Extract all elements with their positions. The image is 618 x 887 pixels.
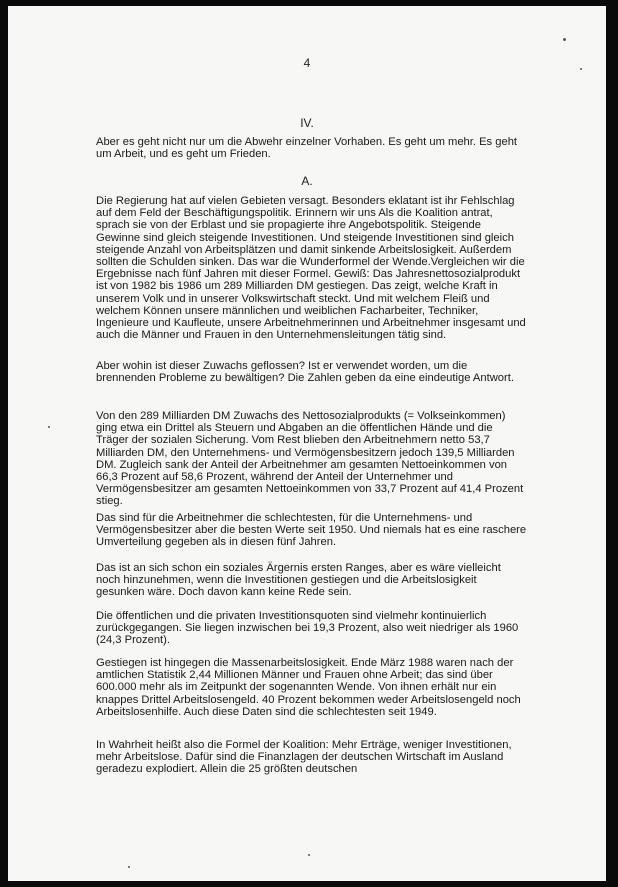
paragraph-text: Von den 289 Milliarden DM Zuwachs des Nettosozialprodukts (= Volkseinkommen) ging etwa ein Drittel als Steuern und Abgaben an die öffentlichen Hände und die Träger der sozialen Sicherung. Vom Rest blieben den Arbeitnehmern netto 53,7 Milliarden DM, den Unternehmens- und Vermögensbesitzern jedoch 139,5 Milliarden DM. Zugleich sank der Anteil der Arbeitnehmer am gesamten Nettoeinkommen von 66,3 Prozent auf 58,6 Prozent, während der Anteil der Unternehmer und Vermögensbesitzer am gesamten Nettoeinkommen von 33,7 Prozent auf 41,4 Prozent stieg. (96, 410, 524, 508)
document-page (8, 6, 606, 881)
paragraph-text: Gestiegen ist hingegen die Massenarbeitslosigkeit. Ende März 1988 waren nach der amtlichen Statistik 2,44 Millionen Männer und Frauen ohne Arbeit; das sind über 600.000 mehr als im Zeitpunkt der sogenannten Wende. Von ihnen erhält nur ein knappes Drittel Arbeitslosengeld. 40 Prozent bekommen weder Arbeitslosengeld noch Arbeitslosenhilfe. Auch diese Daten sind die schlechtesten seit 1949. (96, 657, 521, 718)
scan-speck (580, 68, 582, 70)
page-number: 4 (303, 56, 311, 70)
paragraph-text: Die Regierung hat auf vielen Gebieten versagt. Besonders eklatant ist ihr Fehlschlag auf dem Feld der Beschäftigungspolitik. Erinnern wir uns Als die Koalition antrat, sprach sie von der Erblast und sie propagierte ihre Angebotspolitik. Steigende Gewinne sind gleich steigende Investitionen. Und steigende Investitionen sind gleich steigende Anzahl von Arbeitsplätzen und damit sinkende Arbeitslosigkeit. Außerdem sollten die Schulden sinken. Das war die Wunderformel der Wende.Vergleichen wir die Ergebnisse nach fünf Jahren mit dieser Formel. Gewiß: Das Jahresnettosozialprodukt ist von 1982 bis 1986 um 289 Milliarden DM gestiegen. Das zeigt, welche Kraft in unserem Volk und in unserer Volkswirtschaft steckt. Und mit welchem Fleiß und welchem Können unsere männlichen und weiblichen Facharbeiter, Techniker, Ingenieure und Kaufleute, unsere Arbeitnehmerinnen und Arbeitnehmer insgesamt und auch die Männer und Frauen in den Unternehmensleitungen tätig sind. (96, 195, 526, 342)
scan-speck (128, 866, 130, 868)
paragraph-text: Das ist an sich schon ein soziales Ärgernis ersten Ranges, aber es wäre vielleicht noch hinzunehmen, wenn die Investitionen gestiegen und die Arbeitslosigkeit gesunken wäre. Doch davon kann keine Rede sein. (96, 562, 501, 599)
paragraph-7 (96, 657, 528, 718)
paragraph-text: Aber wohin ist dieser Zuwachs geflossen? Ist er verwendet worden, um die brennenden Probleme zu bewältigen? Die Zahlen geben da eine eindeutige Antwort. (96, 360, 514, 385)
paragraph-text: Die öffentlichen und die privaten Investitionsquoten sind vielmehr kontinuierlich zurückgegangen. Sie liegen inzwischen bei 19,3 Prozent, also weit niedriger als 1960 (24,3 Prozent). (96, 610, 519, 647)
paragraph-5 (96, 562, 528, 599)
scan-speck (48, 426, 50, 428)
paragraph-1 (96, 195, 528, 341)
paragraph-8 (96, 739, 528, 776)
paragraph-text: Aber es geht nicht nur um die Abwehr einzelner Vorhaben. Es geht um mehr. Es geht um Arbeit, und es geht um Frieden. (96, 136, 518, 161)
paragraph-4 (96, 512, 528, 549)
scan-speck (563, 38, 566, 41)
paragraph-text: Das sind für die Arbeitnehmer die schlechtesten, für die Unternehmens- und Vermögensbesitzer aber die besten Werte seit 1950. Und niemals hat es eine raschere Umverteilung gegeben als in diesen fünf Jahren. (96, 512, 527, 549)
section-heading: IV. (300, 116, 314, 130)
intro-paragraph (96, 136, 528, 160)
paragraph-3 (96, 410, 528, 508)
subsection-heading: A. (301, 174, 313, 188)
paragraph-text: In Wahrheit heißt also die Formel der Koalition: Mehr Erträge, weniger Investitionen, mehr Arbeitslose. Dafür sind die Finanzlagen der deutschen Wirtschaft im Ausland geradezu explodiert. Allein die 25 größten deutschen (96, 739, 512, 776)
scan-speck (308, 854, 310, 856)
paragraph-6 (96, 610, 528, 647)
paragraph-2 (96, 360, 528, 384)
